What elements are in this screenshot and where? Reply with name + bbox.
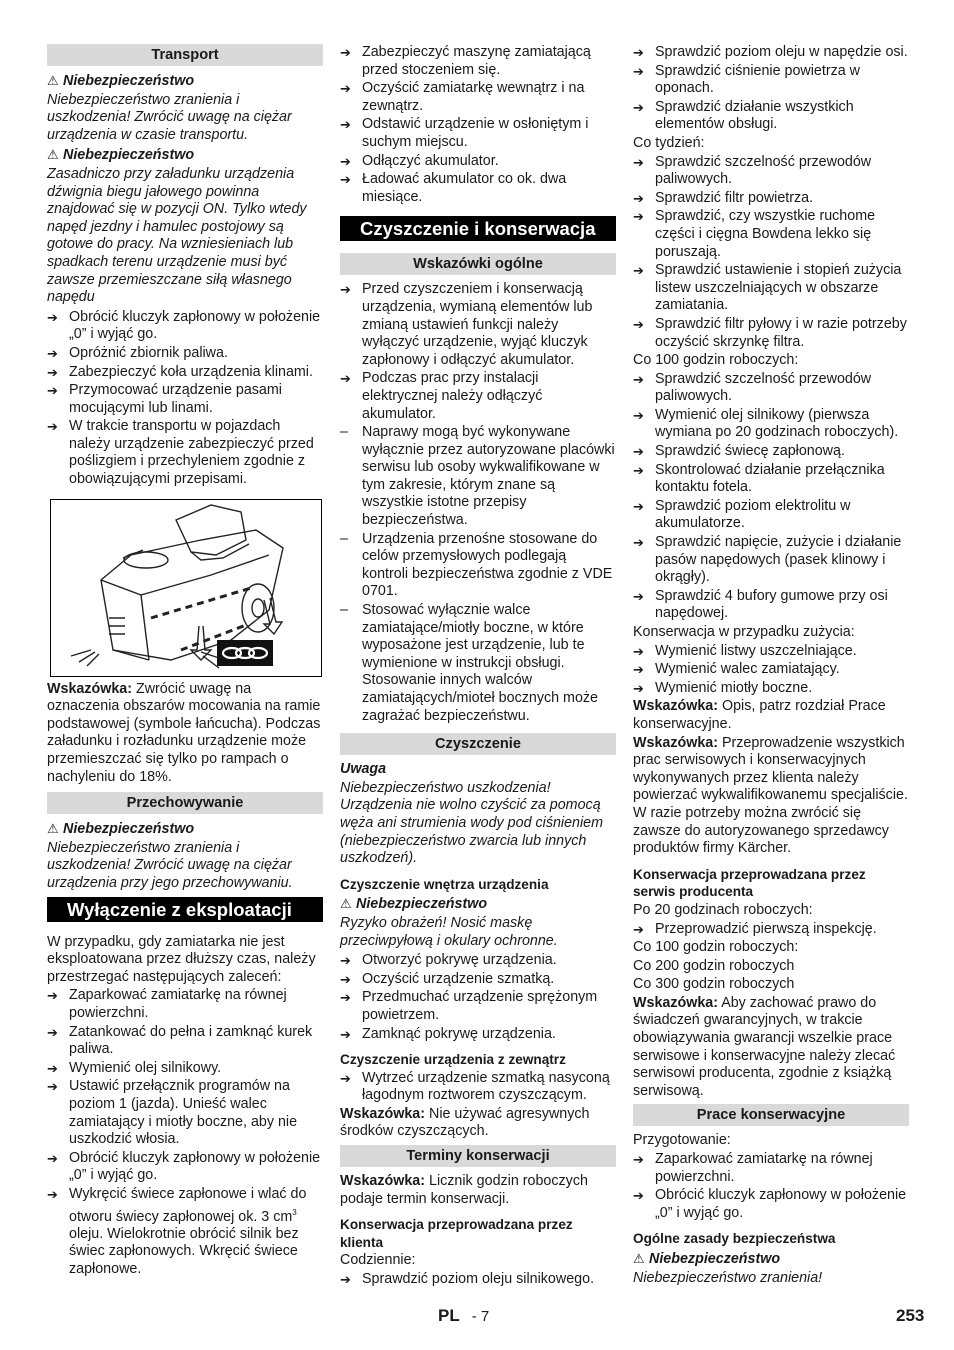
step-item: ➔ Opróżnić zbiornik paliwa. bbox=[47, 345, 323, 363]
section-heading-maintenance: Prace konserwacyjne bbox=[633, 1104, 909, 1126]
step-item: ➔ Skontrolować działanie przełącznika kontaktu fotela. bbox=[633, 462, 909, 497]
step-item: ➔ Wymienić walec zamiatający. bbox=[633, 661, 909, 679]
list-item: – Stosować wyłącznie walce zamiatające/miotły boczne, w które wyposażone jest urządzenie, lub te wymienione w instrukcji obsługi. Stosowanie innych walców zamiatających/mioteł bocznych może zagrażać bezpieczeństwu. bbox=[340, 602, 616, 725]
step-item: ➔ Ustawić przełącznik programów na poziom 1 (jazda). Unieść walec zamiatający i miotły boczne, aby nie uszkodzić włosia. bbox=[47, 1078, 323, 1148]
column-right bbox=[633, 44, 909, 1289]
subheading-client: Konserwacja przeprowadzana przez klienta bbox=[340, 1217, 573, 1250]
step-item: ➔ Zamknąć pokrywę urządzenia. bbox=[340, 1026, 616, 1044]
list-item: – Urządzenia przenośne stosowane do celów przemysłowych podlegają kontroli bezpieczeństwa zgodnie z VDE 0701. bbox=[340, 531, 616, 601]
step-item: ➔ Wymienić olej silnikowy (pierwsza wymiana po 20 godzinach roboczych). bbox=[633, 407, 909, 442]
interval-label: Co tydzień: bbox=[633, 134, 705, 151]
page-footer-local: PL - 7 bbox=[438, 1306, 490, 1325]
section-heading-terms: Terminy konserwacji bbox=[340, 1145, 616, 1167]
step-item: ➔ Sprawdzić szczelność przewodów paliwowych. bbox=[633, 371, 909, 406]
step-item: ➔ Otworzyć pokrywę urządzenia. bbox=[340, 952, 616, 970]
danger-heading: ⚠ Niebezpieczeństwo bbox=[340, 896, 488, 913]
note-paragraph: Wskazówka: Zwrócić uwagę na oznaczenia obszarów mocowania na ramie podstawowej (symbole łańcucha). Podczas załadunku i rozładunku urządzenie może przemieszczać się tylko po rampach o nachyleniu do 18%. bbox=[47, 680, 321, 785]
step-item: ➔ Sprawdzić poziom oleju w napędzie osi. bbox=[633, 44, 909, 62]
warning-triangle-icon: ⚠ bbox=[47, 821, 59, 837]
step-item: ➔ Ładować akumulator co ok. dwa miesiące. bbox=[340, 171, 616, 206]
chapter-heading-decommissioning: Wyłączenie z eksploatacji bbox=[47, 897, 323, 922]
note-paragraph: Wskazówka: Przeprowadzenie wszystkich prac serwisowych i konserwacyjnych wykonywanych przez klienta należy powierzać wykwalifikowanemu specjaliście. W razie potrzeby można zwrócić się zawsze do autoryzowanego sprzedawcy produktów firmy Kärcher. bbox=[633, 734, 908, 857]
step-item: ➔ Obrócić kluczyk zapłonowy w położenie „0” i wyjąć go. bbox=[633, 1187, 909, 1222]
warning-triangle-icon: ⚠ bbox=[633, 1251, 645, 1266]
column-left bbox=[47, 44, 323, 1280]
chain-icon bbox=[217, 640, 273, 666]
step-item: ➔ Sprawdzić poziom oleju silnikowego. bbox=[340, 1271, 616, 1289]
step-item: ➔ W trakcie transportu w pojazdach należy urządzenie zabezpieczyć przed poślizgiem i przechyleniem zgodnie z obowiązującymi przepisami. bbox=[47, 418, 323, 488]
section-heading-general: Wskazówki ogólne bbox=[340, 253, 616, 275]
step-item: ➔ Sprawdzić filtr powietrza. bbox=[633, 190, 909, 208]
note-paragraph: Wskazówka: Aby zachować prawo do świadczeń gwarancyjnych, w trakcie obowiązywania gwarancji wszelkie prace serwisowe i konserwacyjne należy zlecać serwisowi producenta, zgodnie z książką serwisową. bbox=[633, 994, 896, 1099]
danger-text: Niebezpieczeństwo zranienia! bbox=[633, 1269, 823, 1286]
step-item: ➔ Wymienić listwy uszczelniające. bbox=[633, 643, 909, 661]
warning-triangle-icon: ⚠ bbox=[47, 73, 59, 88]
step-item: ➔ Przeprowadzić pierwszą inspekcję. bbox=[633, 921, 909, 939]
interval-label: Przygotowanie: bbox=[633, 1132, 731, 1149]
subheading-manufacturer: Konserwacja przeprowadzana przez serwis producenta bbox=[633, 866, 866, 900]
step-item: ➔ Zabezpieczyć maszynę zamiatającą przed stoczeniem się. bbox=[340, 44, 616, 79]
warning-triangle-icon: ⚠ bbox=[340, 896, 352, 912]
step-item: ➔ Wymienić miotły boczne. bbox=[633, 680, 909, 698]
step-item: ➔ Sprawdzić ustawienie i stopień zużycia listew uszczelniających w obszarze zamiatania. bbox=[633, 262, 909, 315]
page-number: 253 bbox=[896, 1306, 925, 1325]
subheading-safety: Ogólne zasady bezpieczeństwa bbox=[633, 1231, 836, 1247]
step-item: ➔ Przed czyszczeniem i konserwacją urządzenia, wymianą elementów lub zmianą ustawień funkcji należy wyłączyć urządzenie, wyjąć kluczyk zapłonowy i odłączyć akumulator. bbox=[340, 281, 616, 369]
subheading-outside: Czyszczenie urządzenia z zewnątrz bbox=[340, 1052, 566, 1068]
danger-heading: ⚠ Niebezpieczeństwo bbox=[47, 73, 195, 89]
list-item: – Naprawy mogą być wykonywane wyłącznie przez autoryzowane placówki serwisu lub osoby wykwalifikowane w tym zakresie, którym znane są wszystkie istotne przepisy bezpieczeństwa. bbox=[340, 424, 616, 530]
interval-label: Co 100 godzin roboczych: bbox=[633, 939, 799, 956]
caution-heading: Uwaga bbox=[340, 761, 387, 778]
section-heading-transport: Transport bbox=[47, 44, 323, 66]
danger-heading: ⚠ Niebezpieczeństwo bbox=[47, 821, 195, 838]
step-item: ➔ Zabezpieczyć koła urządzenia klinami. bbox=[47, 364, 323, 382]
subheading-inside: Czyszczenie wnętrza urządzenia bbox=[340, 876, 549, 892]
step-item: ➔ Sprawdzić świecę zapłonową. bbox=[633, 443, 909, 461]
interval-label: Co 300 godzin roboczych bbox=[633, 976, 795, 993]
step-item: ➔ Oczyścić zamiatarkę wewnątrz i na zewnątrz. bbox=[340, 80, 616, 115]
column-middle bbox=[340, 44, 616, 1290]
interval-label: Po 20 godzinach roboczych: bbox=[633, 901, 813, 918]
danger-text: Zasadniczo przy załadunku urządzenia dźwignia biegu jałowego powinna znajdować się w pozycji ON. Tylko wtedy napęd jezdny i hamulec postojowy są gotowe do pracy. Na wzniesieniach lub spadkach terenu urządzenie musi być zawsze przemieszczane siłą własnego napędu bbox=[47, 165, 307, 306]
caution-text: Niebezpieczeństwo uszkodzenia! Urządzenia nie wolno czyścić za pomocą węża ani strumienia wody pod ciśnieniem (niebezpieczeństwo zwarcia lub innych uszkodzeń). bbox=[340, 779, 604, 867]
interval-label: Co 100 godzin roboczych: bbox=[633, 352, 799, 369]
note-paragraph: Wskazówka: Licznik godzin roboczych podaje termin konserwacji. bbox=[340, 1173, 588, 1207]
intro-text: W przypadku, gdy zamiatarka nie jest eksploatowana przez dłuższy czas, należy przestrzegać następujących zaleceń: bbox=[47, 933, 316, 985]
sweeper-figure bbox=[50, 499, 322, 677]
step-item: ➔ Sprawdzić poziom elektrolitu w akumulatorze. bbox=[633, 498, 909, 533]
step-item: ➔ Podczas prac przy instalacji elektrycznej należy odłączyć akumulator. bbox=[340, 370, 616, 423]
note-paragraph: Wskazówka: Nie używać agresywnych środków czyszczących. bbox=[340, 1105, 590, 1140]
step-item: ➔ Sprawdzić, czy wszystkie ruchome części i cięgna Bowdena lekko się poruszają. bbox=[633, 208, 909, 261]
step-item: ➔ Sprawdzić ciśnienie powietrza w oponach. bbox=[633, 63, 909, 98]
step-item: ➔ Wymienić olej silnikowy. bbox=[47, 1060, 323, 1078]
step-item: ➔ Zatankować do pełna i zamknąć kurek paliwa. bbox=[47, 1024, 323, 1059]
step-item: ➔ Sprawdzić szczelność przewodów paliwowych. bbox=[633, 154, 909, 189]
step-item: ➔ Przedmuchać urządzenie sprężonym powietrzem. bbox=[340, 989, 616, 1024]
warning-triangle-icon: ⚠ bbox=[47, 147, 59, 163]
danger-heading: ⚠ Niebezpieczeństwo bbox=[633, 1251, 781, 1267]
interval-label: Konserwacja w przypadku zużycia: bbox=[633, 624, 855, 640]
interval-label: Co 200 godzin roboczych bbox=[633, 957, 795, 974]
danger-text: Niebezpieczeństwo zranienia i uszkodzenia! Zwrócić uwagę na ciężar urządzenia w czasie transportu. bbox=[47, 91, 292, 143]
chapter-heading-cleaning-maintenance: Czyszczenie i konserwacja bbox=[340, 216, 616, 241]
step-item: ➔ Wykręcić świece zapłonowe i wlać do otworu świecy zapłonowej ok. 3 $cm^3$ oleju. Wielokrotnie obrócić silnik bez świec zapłonowych. Wkręcić świece zapłonowe. bbox=[47, 1186, 323, 1279]
danger-text: Niebezpieczeństwo zranienia i uszkodzenia! Zwrócić uwagę na ciężar urządzenia przy jego przechowywaniu. bbox=[47, 839, 293, 891]
step-item: ➔ Sprawdzić napięcie, zużycie i działanie pasów napędowych (pasek klinowy i okrągły). bbox=[633, 534, 909, 587]
danger-text: Ryzyko obrażeń! Nosić maskę przeciwpyłową i okulary ochronne. bbox=[340, 914, 558, 949]
interval-label: Codziennie: bbox=[340, 1252, 416, 1269]
step-item: ➔ Sprawdzić działanie wszystkich elementów obsługi. bbox=[633, 99, 909, 134]
step-item: ➔ Obrócić kluczyk zapłonowy w położenie „0” i wyjąć go. bbox=[47, 309, 323, 344]
note-paragraph: Wskazówka: Opis, patrz rozdział Prace konserwacyjne. bbox=[633, 698, 886, 732]
danger-heading: ⚠ Niebezpieczeństwo bbox=[47, 147, 195, 164]
step-item: ➔ Sprawdzić filtr pyłowy i w razie potrzeby oczyścić skrzynkę filtra. bbox=[633, 316, 909, 351]
step-item: ➔ Oczyścić urządzenie szmatką. bbox=[340, 971, 616, 989]
step-item: ➔ Wytrzeć urządzenie szmatką nasyconą łagodnym roztworem czyszczącym. bbox=[340, 1070, 616, 1105]
step-item: ➔ Zaparkować zamiatarkę na równej powierzchni. bbox=[633, 1151, 909, 1186]
section-heading-cleaning: Czyszczenie bbox=[340, 733, 616, 755]
step-item: ➔ Odłączyć akumulator. bbox=[340, 153, 616, 171]
step-item: ➔ Odstawić urządzenie w osłoniętym i suchym miejscu. bbox=[340, 116, 616, 151]
step-item: ➔ Obrócić kluczyk zapłonowy w położenie „0” i wyjąć go. bbox=[47, 1150, 323, 1185]
step-item: ➔ Zaparkować zamiatarkę na równej powierzchni. bbox=[47, 987, 323, 1022]
step-item: ➔ Sprawdzić 4 bufory gumowe przy osi napędowej. bbox=[633, 588, 909, 623]
section-heading-storage: Przechowywanie bbox=[47, 792, 323, 814]
step-item: ➔ Przymocować urządzenie pasami mocującymi lub linami. bbox=[47, 382, 323, 417]
sweeper-illustration bbox=[51, 500, 321, 676]
